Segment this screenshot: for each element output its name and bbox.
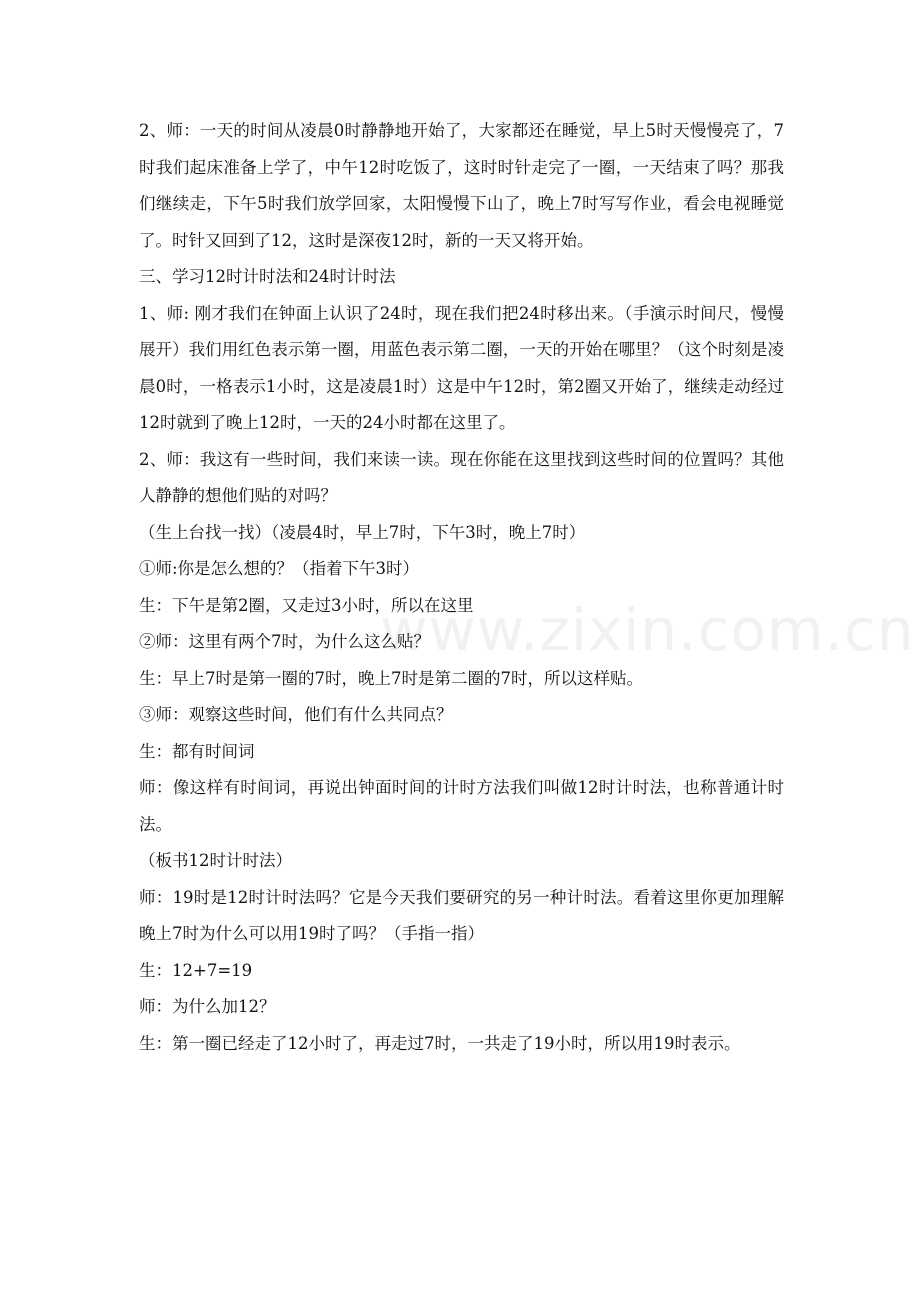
paragraph: ③师：观察这些时间，他们有什么共同点？ xyxy=(139,705,453,724)
paragraph: 1、师: 刚才我们在钟面上认识了24时，现在我们把24时移出来。（手演示时间尺，慢慢展开）我们用红色表示第一圈，用蓝色表示第二圈，一天的开始在哪里？（这个时刻是凌晨0时，一格表示1小时，这是凌晨1时）这是中午12时，第2圈又开始了，继续走动经过12时就到了晚上12时，一天的24小时都在这里了。 xyxy=(139,303,784,432)
paragraph: ①师:你是怎么想的？（指着下午3时） xyxy=(139,559,420,578)
paragraph: （生上台找一找）（凌晨4时，早上7时，下午3时，晚上7时） xyxy=(139,522,586,542)
document-body xyxy=(139,113,784,1062)
paragraph: 师：像这样有时间词，再说出钟面时间的计时方法我们叫做12时计时法，也称普通计时法。 xyxy=(139,778,784,834)
paragraph: 2、师：一天的时间从凌晨0时静静地开始了，大家都还在睡觉，早上5时天慢慢亮了，7时我们起床准备上学了，中午12时吃饭了，这时时针走完了一圈，一天结束了吗？那我们继续走，下午5时我们放学回家，太阳慢慢下山了，晚上7时写写作业，看会电视睡觉了。时针又回到了12，这时是深夜12时，新的一天又将开始。 xyxy=(139,121,784,250)
paragraph: 2、师：我这有一些时间，我们来读一读。现在你能在这里找到这些时间的位置吗？其他人静静的想他们贴的对吗？ xyxy=(139,449,784,505)
paragraph: 生：第一圈已经走了12小时了，再走过7时，一共走了19小时，所以用19时表示。 xyxy=(139,1033,741,1053)
paragraph: 生：都有时间词 xyxy=(139,741,255,761)
paragraph: 师：为什么加12？ xyxy=(139,997,276,1016)
watermark: www.zixin.com.cn xyxy=(380,596,915,664)
paragraph: 师：19时是12时计时法吗？它是今天我们要研究的另一种计时法。看着这里你更加理解晚上7时为什么可以用19时了吗？（手指一指） xyxy=(139,887,784,943)
paragraph: 生：下午是第2圈，又走过3小时，所以在这里 xyxy=(139,595,474,615)
paragraph: 生：12+7=19 xyxy=(139,960,253,980)
paragraph: 生：早上7时是第一圈的7时，晚上7时是第二圈的7时，所以这样贴。 xyxy=(139,668,643,688)
section-heading: 三、学习12时计时法和24时计时法 xyxy=(139,267,396,286)
paragraph: ②师：这里有两个7时，为什么这么贴？ xyxy=(139,632,430,651)
paragraph: （板书12时计时法） xyxy=(139,851,292,870)
